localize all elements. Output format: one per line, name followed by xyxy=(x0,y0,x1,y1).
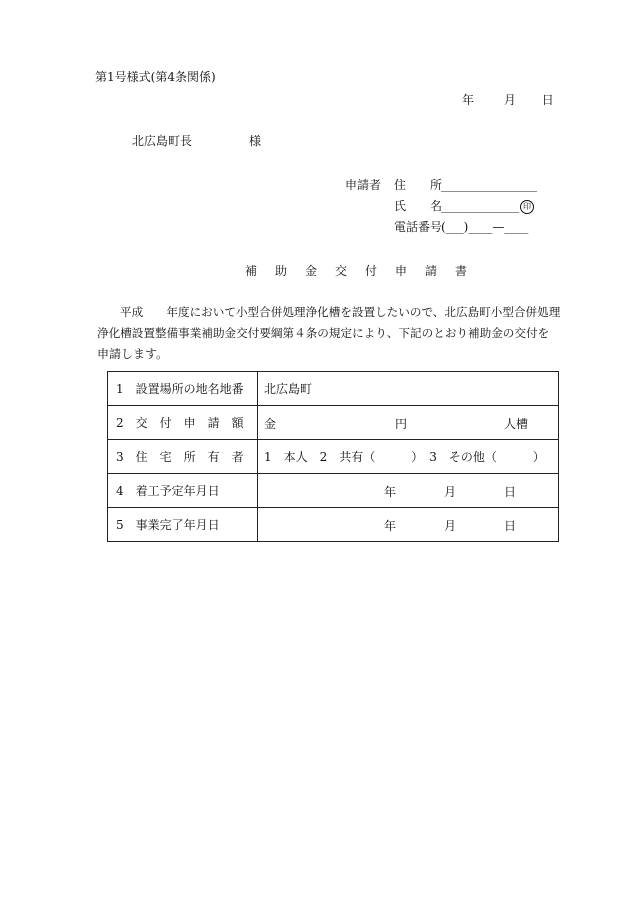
title-char: 補 xyxy=(245,264,258,278)
location-value: 北広島町 xyxy=(264,382,313,396)
phone-value: (___)____—____ xyxy=(441,220,529,234)
address-label: 住 所 xyxy=(394,178,443,192)
title-char: 金 xyxy=(305,264,318,278)
table-row xyxy=(108,474,559,508)
form-number: 第1号様式(第4条関係) xyxy=(95,70,216,84)
date-year: 年 xyxy=(462,93,475,107)
name-line xyxy=(441,199,534,214)
body-line-3: 申請します。 xyxy=(97,347,169,361)
amount-prefix: 金 xyxy=(264,417,277,431)
row-label: 1 設置場所の地名地番 xyxy=(108,372,258,406)
start-date-field[interactable] xyxy=(258,474,559,508)
name-line-blank: _____________ xyxy=(441,199,519,213)
title-char: 書 xyxy=(455,264,468,278)
date-line xyxy=(462,93,554,107)
body-line-2: 浄化槽設置整備事業補助金交付要綱第４条の規定により、下記のとおり補助金の交付を xyxy=(97,326,550,340)
completion-month: 月 xyxy=(444,519,457,533)
amount-field[interactable] xyxy=(258,406,559,440)
completion-day: 日 xyxy=(504,519,517,533)
phone-label: 電話番号 xyxy=(394,220,443,234)
table-row xyxy=(108,508,559,542)
title-char: 交 xyxy=(335,264,348,278)
date-day: 日 xyxy=(541,93,554,107)
location-field[interactable] xyxy=(258,372,559,406)
title-char: 申 xyxy=(395,264,408,278)
row-label: 2 交 付 申 請 額 xyxy=(108,406,258,440)
date-month: 月 xyxy=(503,93,516,107)
title-char: 付 xyxy=(365,264,378,278)
honorific: 様 xyxy=(249,134,262,148)
start-year: 年 xyxy=(384,485,397,499)
start-day: 日 xyxy=(504,485,517,499)
amount-unit-yen: 円 xyxy=(395,417,408,431)
owner-field[interactable] xyxy=(258,440,559,474)
row-label: 3 住 宅 所 有 者 xyxy=(108,440,258,474)
table-row xyxy=(108,440,559,474)
name-label: 氏 名 xyxy=(394,199,443,213)
addressee: 北広島町長 xyxy=(132,134,193,148)
start-month: 月 xyxy=(444,485,457,499)
title-char: 助 xyxy=(275,264,288,278)
document-title xyxy=(245,264,485,278)
title-char: 請 xyxy=(425,264,438,278)
address-line: ________________ xyxy=(441,178,537,192)
row-label: 4 着工予定年月日 xyxy=(108,474,258,508)
amount-unit-tank: 人槽 xyxy=(504,417,529,431)
row-label: 5 事業完了年月日 xyxy=(108,508,258,542)
application-table xyxy=(107,371,559,542)
body-line-1: 平成 年度において小型合併処理浄化槽を設置したいので、北広島町小型合併処理 xyxy=(120,305,561,319)
table-row xyxy=(108,406,559,440)
applicant-label: 申請者 xyxy=(345,178,382,192)
completion-year: 年 xyxy=(384,519,397,533)
completion-date-field[interactable] xyxy=(258,508,559,542)
owner-options: 1 本人 2 共有（ ） 3 その他（ ） xyxy=(264,450,545,464)
table-row xyxy=(108,372,559,406)
seal-mark: 印 xyxy=(520,200,534,214)
